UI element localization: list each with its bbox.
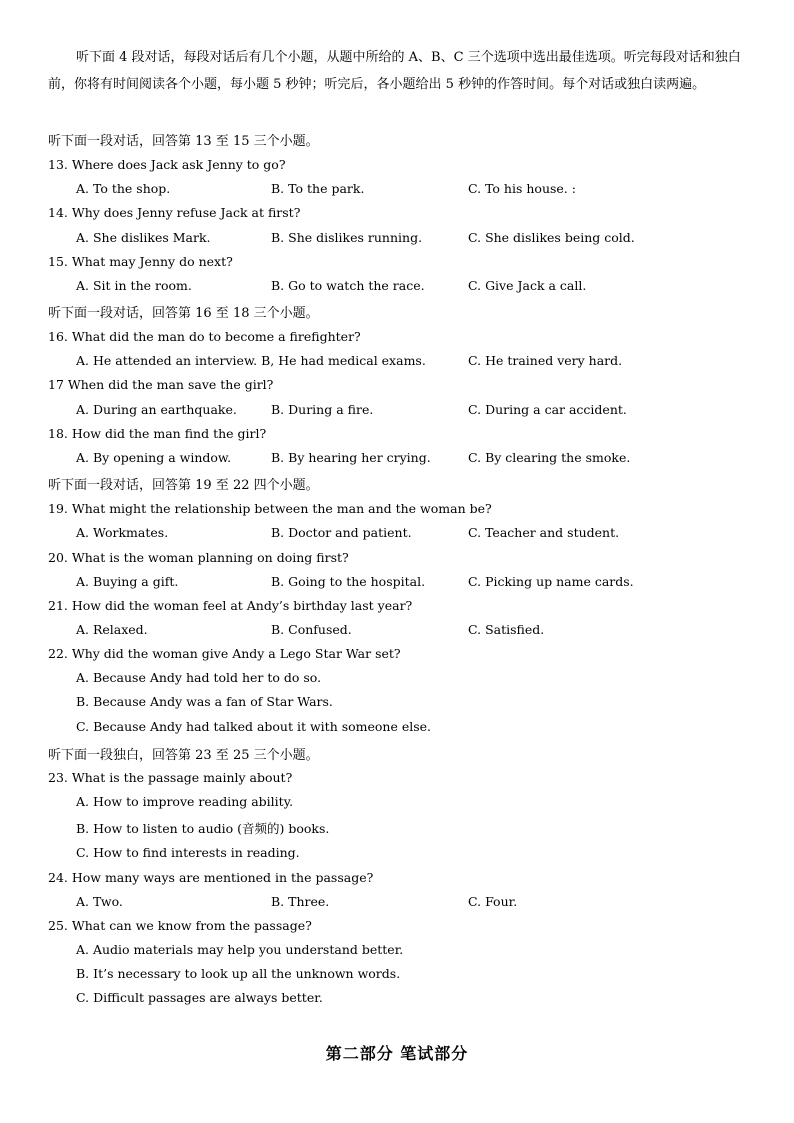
option-b: B. To the park. [271,181,365,196]
option-b: B. Because Andy was a fan of Star Wars. [76,694,333,709]
option-a: A. Two. [76,894,123,909]
option-b: B. It’s necessary to look up all the unknown words. [76,966,401,981]
option-b: B. Three. [271,894,330,909]
question-stem: 18. How did the man find the girl? [48,426,267,441]
section-header: 听下面一段独白，回答第 23 至 25 三个小题。 [48,748,319,763]
option-a: A. Sit in the room. [76,278,192,293]
option-b: B. Going to the hospital. [271,574,426,589]
option-b: B. By hearing her crying. [271,450,431,465]
question-stem: 15. What may Jenny do next? [48,254,233,269]
question-stem: 22. Why did the woman give Andy a Lego Star War set? [48,646,401,661]
option-b: B. Doctor and patient. [271,525,412,540]
option-c: C. Satisfied. [468,622,545,637]
option-a: A. Audio materials may help you understand better. [76,942,404,957]
question-stem: 17 When did the man save the girl? [48,377,274,392]
option-c: C. Picking up name cards. [468,574,634,589]
part-heading: 第二部分 笔试部分 [325,1044,469,1063]
section-header: 听下面一段对话，回答第 13 至 15 三个小题。 [48,134,319,149]
option-b: B. During a fire. [271,402,374,417]
option-a: A. Buying a gift. [76,574,179,589]
option-a: A. How to improve reading ability. [76,794,294,809]
option-a: A. During an earthquake. [76,402,237,417]
question-stem: 23. What is the passage mainly about? [48,770,293,785]
option-b: B. How to listen to audio (音频的) books. [76,821,330,836]
question-stem: 16. What did the man do to become a firefighter? [48,329,361,344]
question-stem: 14. Why does Jenny refuse Jack at first? [48,205,301,220]
option-c: C. She dislikes being cold. [468,230,635,245]
option-c: C. By clearing the smoke. [468,450,631,465]
option-a: A. She dislikes Mark. [76,230,211,245]
question-stem: 25. What can we know from the passage? [48,918,312,933]
option-c: C. Four. [468,894,518,909]
option-c: C. How to find interests in reading. [76,845,300,860]
option-a-b: A. He attended an interview. B, He had medical exams. [76,353,426,368]
question-stem: 13. Where does Jack ask Jenny to go? [48,157,286,172]
option-c: C. To his house. : [468,181,576,196]
option-c: C. He trained very hard. [468,353,623,368]
option-a: A. Because Andy had told her to do so. [76,670,322,685]
option-c: C. Teacher and student. [468,525,620,540]
option-a: A. Relaxed. [76,622,148,637]
instructions-text: 听下面 4 段对话，每段对话后有几个小题，从题中所给的 A、B、C 三个选项中选出最佳选项。听完每段对话和独白前，你将有时间阅读各个小题，每小题 5 秒钟；听完后，各小题给出 5 秒钟的作答时间。每个对话或独白读两遍。 [48,50,741,92]
option-a: A. To the shop. [76,181,171,196]
option-c: C. Give Jack a call. [468,278,587,293]
question-stem: 24. How many ways are mentioned in the passage? [48,870,374,885]
question-stem: 20. What is the woman planning on doing first? [48,550,349,565]
option-b: B. Go to watch the race. [271,278,425,293]
option-a: A. Workmates. [76,525,169,540]
option-b: B. Confused. [271,622,352,637]
instructions [48,45,748,98]
option-a: A. By opening a window. [76,450,232,465]
section-header: 听下面一段对话，回答第 19 至 22 四个小题。 [48,478,319,493]
option-b: B. She dislikes running. [271,230,423,245]
option-c: C. Difficult passages are always better. [76,990,323,1005]
option-c: C. During a car accident. [468,402,627,417]
option-c: C. Because Andy had talked about it with someone else. [76,719,432,734]
question-stem: 19. What might the relationship between the man and the woman be? [48,501,492,516]
section-header: 听下面一段对话，回答第 16 至 18 三个小题。 [48,306,319,321]
question-stem: 21. How did the woman feel at Andy’s birthday last year? [48,598,413,613]
